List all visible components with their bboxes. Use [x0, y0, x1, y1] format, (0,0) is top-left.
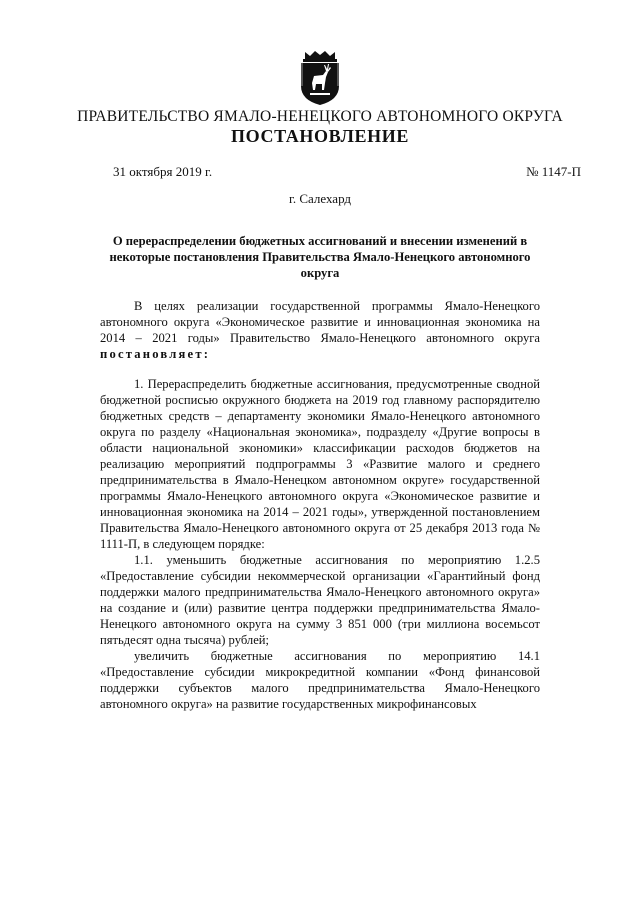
intro-text: В целях реализации государственной программы Ямало-Ненецкого автономного округа «Экономическое развитие и инновационная экономика на 2014 – 2021 годы» Правительство Ямало-Ненецкого автономного округа [100, 299, 540, 345]
coat-of-arms-emblem [297, 50, 343, 106]
deer-shield-icon [297, 50, 343, 106]
document-date: 31 октября 2019 г. [113, 164, 213, 179]
intro-paragraph [100, 298, 540, 362]
document-title: О перераспределении бюджетных ассигнований и внесении изменений в некоторые постановления Правительства Ямало-Ненецкого автономного округа [109, 234, 531, 280]
document-type: ПОСТАНОВЛЕНИЕ [231, 126, 409, 146]
document-number: № 1147-П [526, 164, 581, 179]
government-name: ПРАВИТЕЛЬСТВО ЯМАЛО-НЕНЕЦКОГО АВТОНОМНОГО ОКРУГА [77, 108, 563, 125]
item-1-paragraph: 1. Перераспределить бюджетные ассигнования, предусмотренные сводной бюджетной росписью окружного бюджета на 2019 год главному распорядителю бюджетных средств – департаменту экономики Ямало-Ненецкого автономного округа по разделу «Национальная экономика», подразделу «Другие вопросы в области национальной экономики» классификации расходов бюджетов на реализацию мероприятий подпрограммы 3 «Развитие малого и среднего предпринимательства в Ямало-Ненецком автономном округе» государственной программы Ямало-Ненецкого автономного округа «Экономическое развитие и инновационная экономика на 2014 – 2021 годы», утвержденной постановлением Правительства Ямало-Ненецкого автономного округа от 25 декабря 2013 года № 1111-П, в следующем порядке: [100, 377, 540, 551]
decree-word: постановляет: [100, 347, 211, 361]
issue-city: г. Салехард [288, 191, 352, 206]
item-1-2-paragraph: увеличить бюджетные ассигнования по мероприятию 14.1 «Предоставление субсидии микрокредитной компании «Фонд финансовой поддержки субъектов малого предпринимательства Ямало-Ненецкого автономного округа» на развитие государственных микрофинансовых [100, 649, 540, 711]
item-1-1-paragraph: 1.1. уменьшить бюджетные ассигнования по мероприятию 1.2.5 «Предоставление субсидии некоммерческой организации «Гарантийный фонд поддержки малого предпринимательства Ямало-Ненецкого автономного округа» на создание и (или) развитие центра поддержки предпринимательства Ямало-Ненецкого автономного округа на сумму 3 851 000 (три миллиона восемьсот пятьдесят одна тысяча) рублей; [100, 553, 540, 647]
document-body [100, 298, 540, 712]
